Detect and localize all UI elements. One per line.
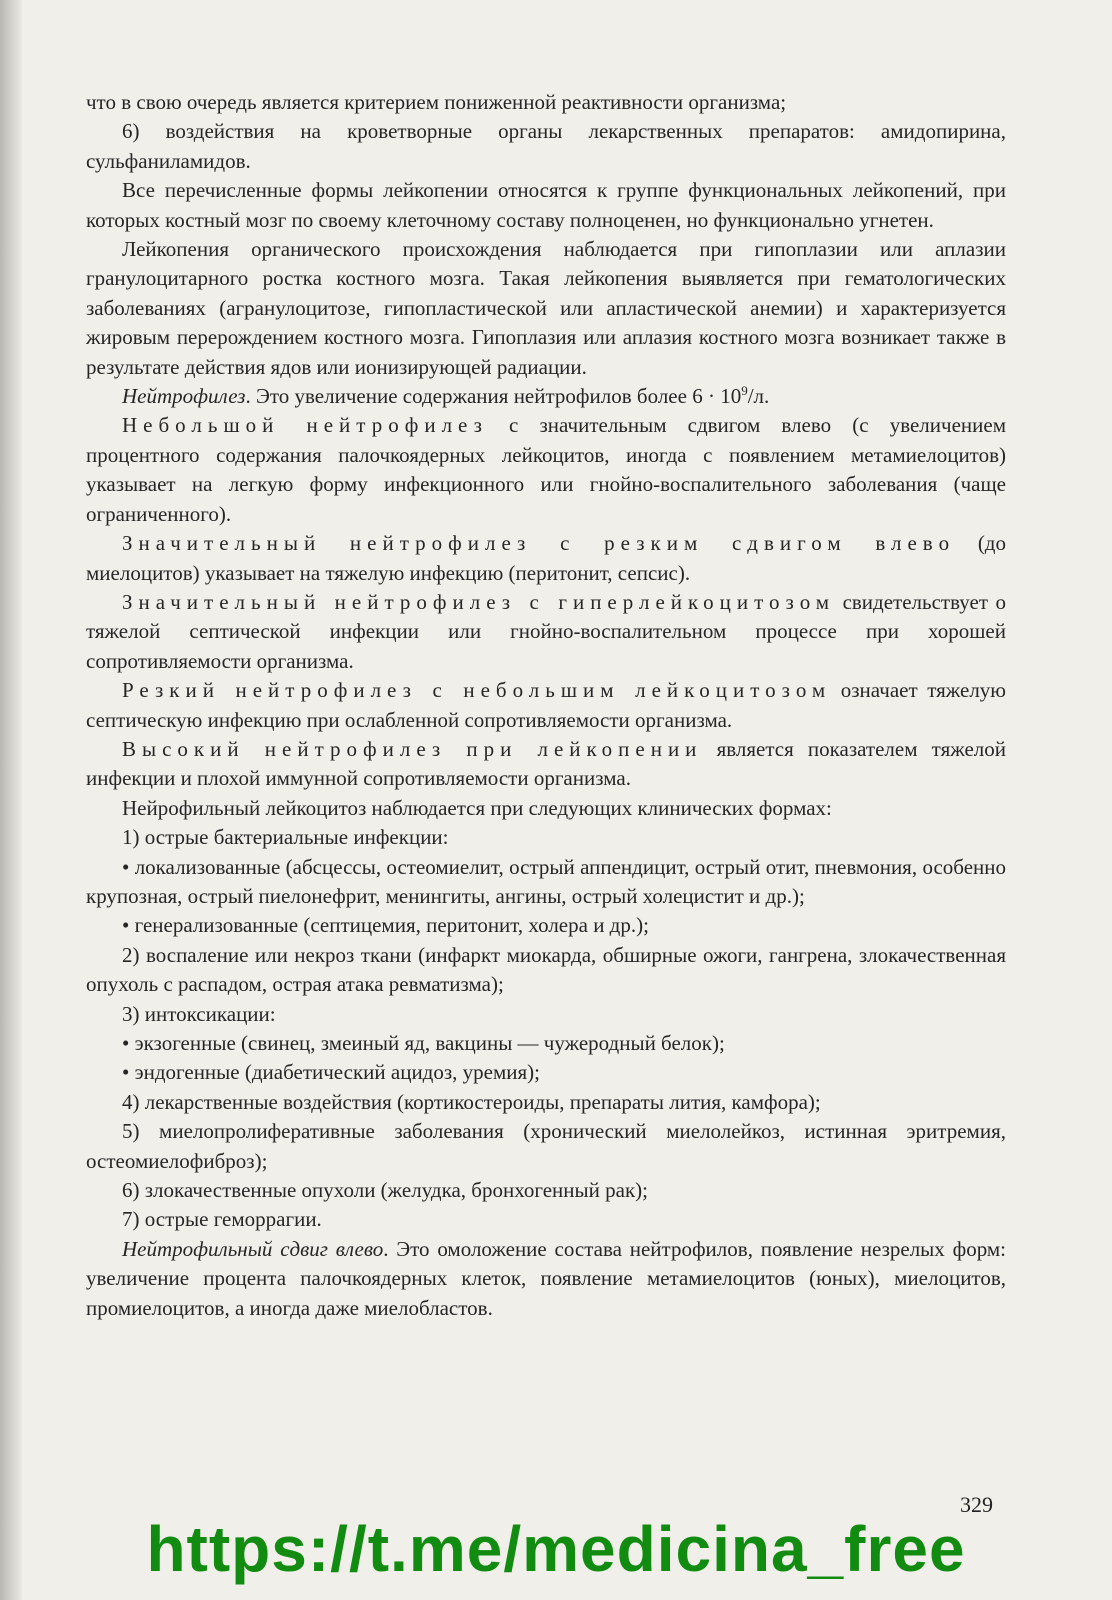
paragraph: Лейкопения органического происхождения наблюдается при гипоплазии или аплазии гранулоцитарного ростка костного мозга. Такая лейкопения выявляется при гематологических заболеваниях (агранулоцитозе, гипопластической или апластической анемии) и характеризуется жировым перерождением костного мозга. Гипоплазия или аплазия костного мозга возникает также в результате действия ядов или ионизирующей радиации. <box>86 237 1006 379</box>
paragraph-rest: (до миелоцитов) указывает на тяжелую инфекцию (перитонит, сепсис). <box>86 531 1006 585</box>
spaced-lead: Высокий нейтрофилез при лейкопении <box>122 736 703 761</box>
list-item: 2) воспаление или некроз ткани (инфаркт миокарда, обширные ожоги, гангрена, злокачественная опухоль с распадом, острая атака ревматизма); <box>86 942 1006 997</box>
paragraph: 6) воздействия на кроветворные органы лекарственных препаратов: амидопирина, сульфаниламидов. <box>86 119 1006 173</box>
paragraph <box>86 588 1006 676</box>
paragraph <box>86 735 1006 794</box>
list-item: 3) интоксикации: <box>122 1001 276 1026</box>
list-item: 4) лекарственные воздействия (кортикостероиды, препараты лития, камфора); <box>122 1089 821 1114</box>
book-spine-shadow <box>0 0 22 1600</box>
paragraph: что в свою очередь является критерием пониженной реактивности организма; <box>86 90 787 114</box>
list-item: • генерализованные (септицемия, перитонит, холера и др.); <box>122 913 649 938</box>
spaced-lead: Значительный нейтрофилез с резким сдвигом влево <box>122 531 956 556</box>
paragraph <box>86 411 1006 529</box>
page-text <box>86 88 1006 1323</box>
paragraph-rest: является показателем тяжелой инфекции и плохой иммунной сопротивляемости организма. <box>86 736 1006 791</box>
paragraph: Все перечисленные формы лейкопении относятся к группе функциональных лейкопений, при которых костный мозг по своему клеточному составу полноценен, но функционально угнетен. <box>86 178 1006 232</box>
list-item: • эндогенные (диабетический ацидоз, уремия); <box>122 1060 541 1085</box>
list-item: • локализованные (абсцессы, остеомиелит, острый аппендицит, острый отит, пневмония, особенно крупозная, острый пиелонефрит, менингиты, ангины, острый холецистит и др.); <box>86 854 1006 908</box>
neutrophilia-definition <box>86 382 1006 411</box>
paragraph <box>86 676 1006 735</box>
list-item: 5) миелопролиферативные заболевания (хронический миелолейкоз, истинная эритремия, остеомиелофиброз); <box>86 1119 1006 1173</box>
paragraph-rest: свидетельствует о тяжелой септической инфекции или гнойно-воспалительном процессе при хорошей сопротивляемости организма. <box>86 589 1006 673</box>
list-intro: Нейрофильный лейкоцитоз наблюдается при следующих клинических формах: <box>122 795 832 820</box>
unit: /л. <box>747 384 770 409</box>
exponent: 9 <box>741 383 748 399</box>
term-italic: Нейтрофильный сдвиг влево <box>122 1236 384 1261</box>
list-item: 6) злокачественные опухоли (желудка, бронхогенный рак); <box>122 1178 648 1203</box>
list-item: 1) острые бактериальные инфекции: <box>122 825 449 850</box>
definition-text: . Это омоложение состава нейтрофилов, появление незрелых форм: увеличение процента палочкоядерных клеток, появление метамиелоцитов (юных), миелоцитов, промиелоцитов, а иногда даже миелобластов. <box>86 1236 1006 1320</box>
list-item: 7) острые геморрагии. <box>122 1207 322 1232</box>
watermark-link[interactable]: https://t.me/medicina_free <box>146 1513 966 1585</box>
spaced-lead: Значительный нейтрофилез с гиперлейкоцитозом <box>122 589 836 614</box>
shift-left-definition <box>86 1235 1006 1323</box>
spaced-lead: Небольшой нейтрофилез <box>122 413 488 438</box>
paragraph-rest: означает тяжелую септическую инфекцию при ослабленной сопротивляемости организма. <box>86 678 1006 732</box>
definition-text: . Это увеличение содержания нейтрофилов более 6 · 10 <box>245 384 742 409</box>
spaced-lead: Резкий нейтрофилез с небольшим лейкоцитозом <box>122 678 832 703</box>
page-number: 329 <box>960 1492 993 1517</box>
term-italic: Нейтрофилез <box>122 384 246 409</box>
list-item: • экзогенные (свинец, змеиный яд, вакцины — чужеродный белок); <box>122 1031 725 1055</box>
paragraph <box>86 529 1006 588</box>
paragraph-rest: с значительным сдвигом влево (с увеличением процентного содержания палочкоядерных лейкоцитов, иногда с появлением метамиелоцитов) указывает на легкую форму инфекционного или гнойно-воспалительного заболевания (чаще ограниченного). <box>86 413 1006 526</box>
